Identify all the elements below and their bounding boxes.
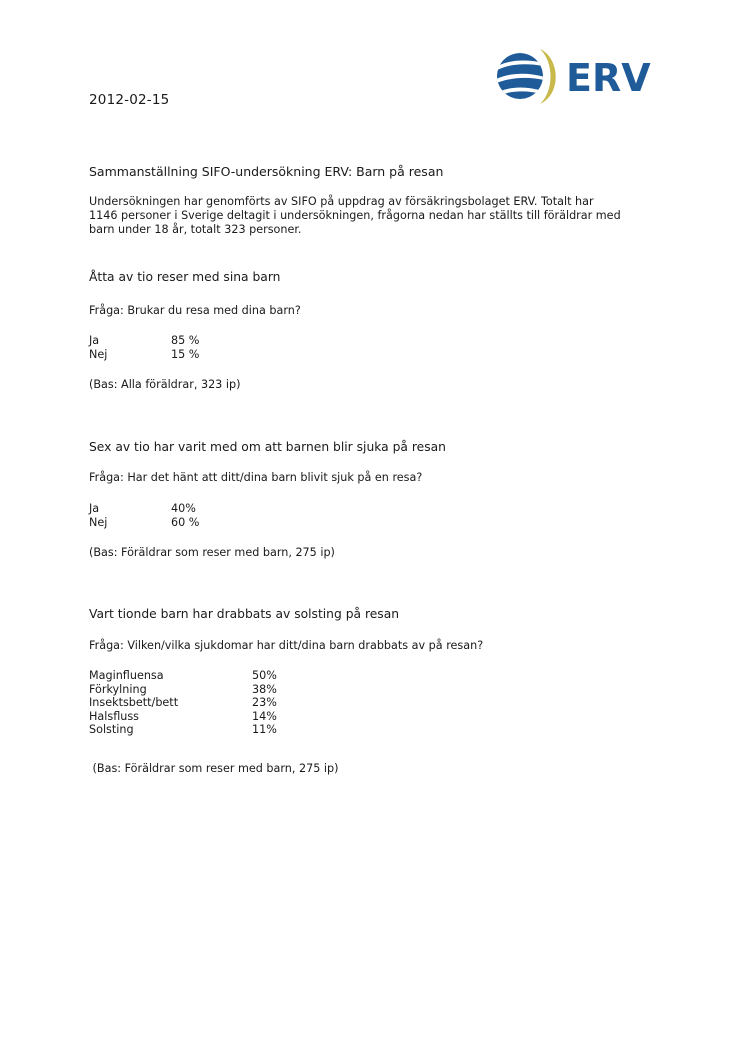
- answer-row: [89, 710, 699, 724]
- answer-label: Halsfluss: [89, 709, 139, 723]
- answer-row: [89, 723, 699, 737]
- answer-value: 50%: [252, 669, 277, 682]
- answer-row: [89, 334, 699, 348]
- answer-row: [89, 348, 699, 362]
- answer-label: Insektsbett/bett: [89, 696, 179, 709]
- answer-row: [89, 669, 699, 683]
- answer-value: 85 %: [171, 334, 200, 347]
- answer-value: 11%: [252, 723, 277, 736]
- section-heading: Vart tionde barn har drabbats av solsting på resan: [89, 607, 400, 621]
- base-note: (Bas: Föräldrar som reser med barn, 275 ip): [89, 546, 335, 559]
- section-heading: Åtta av tio reser med sina barn: [89, 270, 281, 284]
- answer-label: Ja: [89, 334, 100, 347]
- answer-value: 40%: [171, 502, 196, 515]
- answer-row: [89, 502, 699, 516]
- intro-line: barn under 18 år, totalt 323 personer.: [89, 223, 302, 236]
- answer-label: Solsting: [89, 723, 134, 736]
- answer-label: Maginfluensa: [89, 669, 164, 682]
- logo-globe: [496, 53, 548, 99]
- section-question: Fråga: Har det hänt att ditt/dina barn blivit sjuk på en resa?: [89, 471, 423, 484]
- intro-line: 1146 personer i Sverige deltagit i undersökningen, frågorna nedan har ställts till föräldrar med: [89, 209, 621, 222]
- answer-row: [89, 683, 699, 697]
- section-question: Fråga: Vilken/vilka sjukdomar har ditt/dina barn drabbats av på resan?: [89, 639, 484, 652]
- erv-logo: [496, 46, 666, 108]
- answer-label: Ja: [89, 502, 100, 515]
- section-heading: Sex av tio har varit med om att barnen blir sjuka på resan: [89, 440, 446, 454]
- intro-line: Undersökningen har genomförts av SIFO på uppdrag av försäkringsbolaget ERV. Totalt har: [89, 195, 594, 208]
- answer-value: 15 %: [171, 347, 200, 361]
- answer-value: 60 %: [171, 515, 200, 529]
- answer-row: [89, 516, 699, 530]
- answer-value: 14%: [252, 709, 277, 723]
- document-title: Sammanställning SIFO-undersökning ERV: Barn på resan: [89, 164, 444, 179]
- answer-label: Nej: [89, 515, 108, 529]
- answer-label: Förkylning: [89, 682, 147, 696]
- section-question: Fråga: Brukar du resa med dina barn?: [89, 304, 301, 317]
- answer-row: [89, 696, 699, 710]
- answer-value: 23%: [252, 696, 277, 709]
- answer-list: [89, 669, 699, 737]
- base-note: (Bas: Alla föräldrar, 323 ip): [89, 378, 241, 391]
- answer-list: [89, 334, 699, 361]
- document-date: 2012-02-15: [89, 92, 170, 108]
- answer-value: 38%: [252, 682, 277, 696]
- logo-text: ERV: [566, 56, 651, 100]
- answer-label: Nej: [89, 347, 108, 361]
- base-note: (Bas: Föräldrar som reser med barn, 275 ip): [89, 762, 339, 775]
- answer-list: [89, 502, 699, 529]
- intro-paragraph: [89, 195, 699, 237]
